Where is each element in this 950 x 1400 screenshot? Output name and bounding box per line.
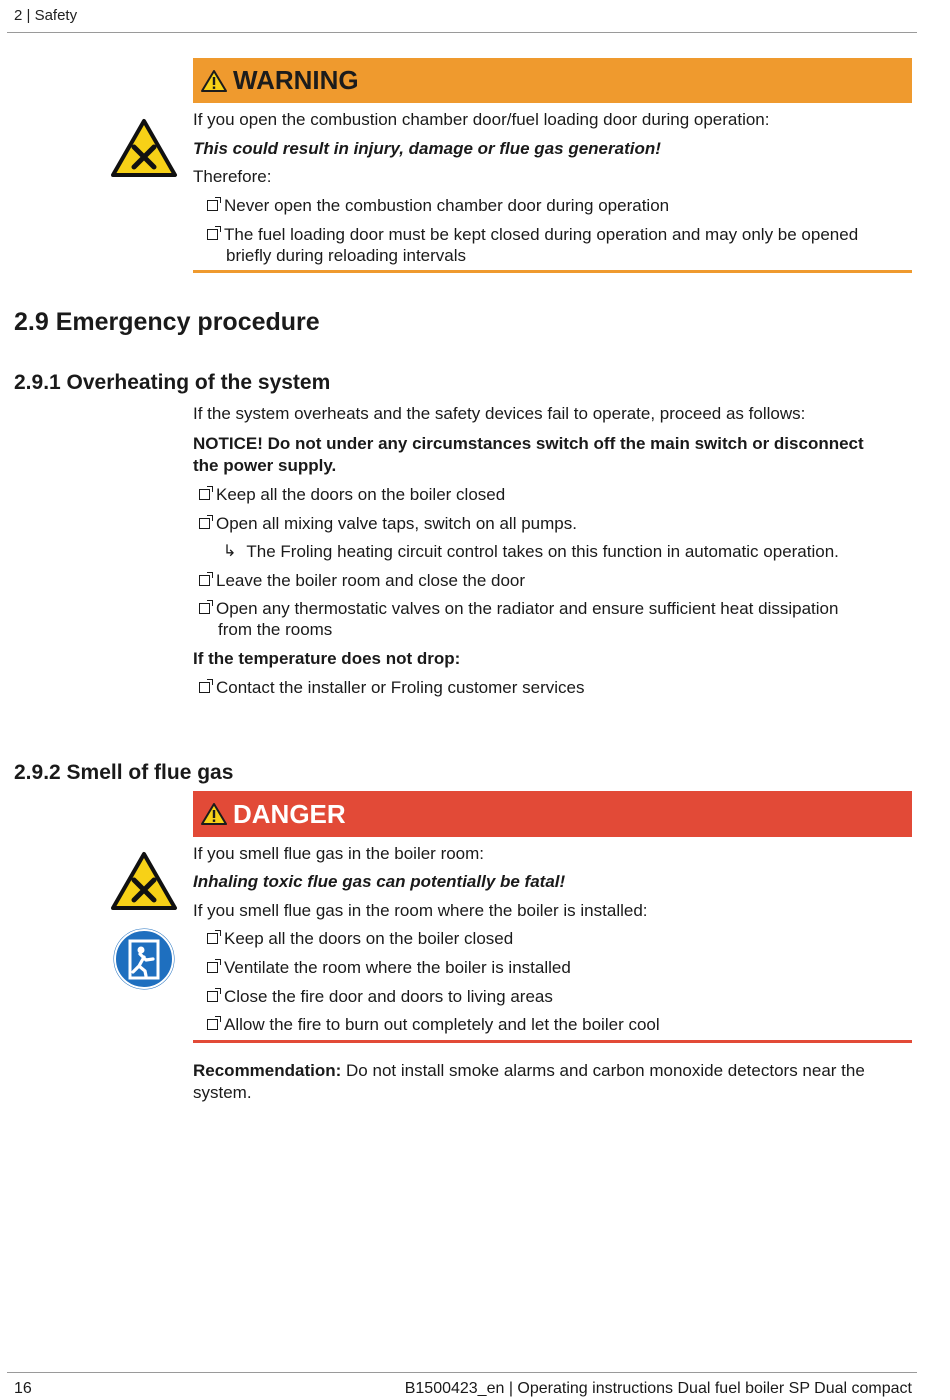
document-title: B1500423_en | Operating instructions Dual fuel boiler SP Dual compact (404, 1380, 912, 1397)
result-item: ↳ The Froling heating circuit control takes on this function in automatic operation. (223, 542, 839, 561)
warning-consequence: This could result in injury, damage or flue gas generation! (193, 139, 661, 158)
list-item: The fuel loading door must be kept closed during operation and may only be opened (207, 224, 858, 245)
subsection-heading: 2.9.1 Overheating of the system (14, 371, 331, 394)
subsection-heading: 2.9.2 Smell of flue gas (14, 761, 234, 784)
list-item-continuation: from the rooms (218, 620, 333, 639)
header-divider (7, 32, 917, 33)
notice-line: NOTICE! Do not under any circumstances switch off the main switch or disconnect (193, 434, 864, 453)
hazard-triangle-icon (201, 69, 227, 93)
checkbox-bullet-icon (199, 518, 210, 529)
running-header: 2 | Safety (14, 7, 78, 24)
recommendation-continuation: system. (193, 1083, 252, 1102)
harmful-substance-icon (110, 118, 178, 178)
checkbox-bullet-icon (199, 682, 210, 693)
checkbox-bullet-icon (207, 200, 218, 211)
list-item: Open all mixing valve taps, switch on all pumps. (199, 513, 577, 534)
warning-bottom-rule (193, 270, 912, 273)
emergency-exit-icon (111, 926, 177, 992)
notice-line: the power supply. (193, 456, 337, 475)
list-item-continuation: briefly during reloading intervals (226, 246, 467, 265)
list-item: Open any thermostatic valves on the radiator and ensure sufficient heat dissipation (199, 598, 838, 619)
checkbox-bullet-icon (207, 962, 218, 973)
danger-bottom-rule (193, 1040, 912, 1043)
checkbox-bullet-icon (207, 933, 218, 944)
warning-title: WARNING (233, 65, 359, 95)
list-item: Never open the combustion chamber door during operation (207, 195, 669, 216)
checkbox-bullet-icon (207, 1019, 218, 1030)
checkbox-bullet-icon (207, 991, 218, 1002)
list-item: Allow the fire to burn out completely and let the boiler cool (207, 1014, 660, 1035)
recommendation (193, 1060, 865, 1081)
checkbox-bullet-icon (207, 229, 218, 240)
danger-context: If you smell flue gas in the room where the boiler is installed: (193, 901, 648, 920)
warning-banner (193, 58, 912, 103)
page-number: 16 (14, 1380, 32, 1397)
checkbox-bullet-icon (199, 603, 210, 614)
danger-intro: If you smell flue gas in the boiler room: (193, 844, 485, 863)
danger-consequence: Inhaling toxic flue gas can potentially be fatal! (193, 872, 566, 891)
result-arrow-icon: ↳ (223, 543, 237, 560)
checkbox-bullet-icon (199, 575, 210, 586)
list-item: Leave the boiler room and close the door (199, 570, 525, 591)
list-item: Ventilate the room where the boiler is installed (207, 957, 571, 978)
harmful-substance-icon (110, 851, 178, 911)
danger-banner (193, 791, 912, 837)
warning-intro: If you open the combustion chamber door/fuel loading door during operation: (193, 110, 770, 129)
list-item: Keep all the doors on the boiler closed (199, 484, 505, 505)
list-item: Contact the installer or Froling customer services (199, 677, 584, 698)
warning-therefore: Therefore: (193, 167, 272, 186)
list-item: Keep all the doors on the boiler closed (207, 928, 513, 949)
list-item: Close the fire door and doors to living areas (207, 986, 553, 1007)
checkbox-bullet-icon (199, 489, 210, 500)
danger-title: DANGER (233, 798, 346, 829)
recommendation-text: Do not install smoke alarms and carbon monoxide detectors near the (346, 1061, 865, 1080)
footer-divider (7, 1372, 917, 1373)
temperature-heading: If the temperature does not drop: (193, 649, 461, 668)
recommendation-label: Recommendation: (193, 1061, 342, 1080)
section-heading: 2.9 Emergency procedure (14, 308, 320, 336)
overheat-intro: If the system overheats and the safety devices fail to operate, proceed as follows: (193, 404, 806, 423)
hazard-triangle-icon (201, 802, 227, 826)
